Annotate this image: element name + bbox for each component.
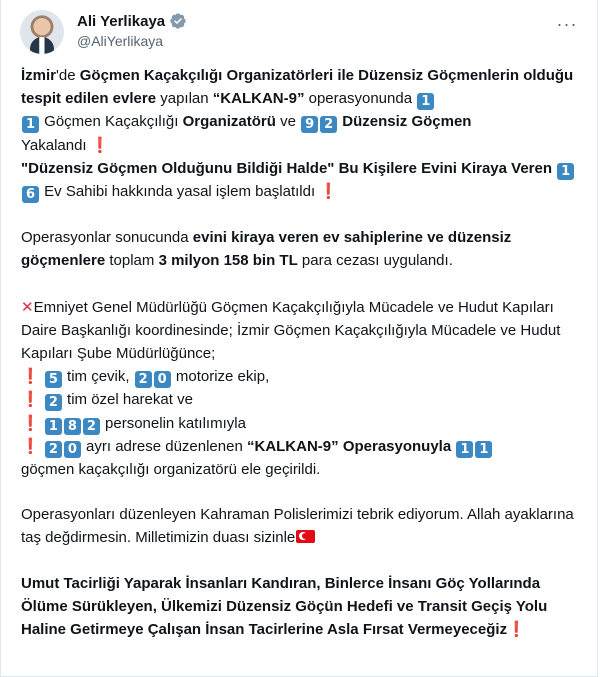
- keycap-digit-icon: 1: [456, 441, 473, 458]
- text-span: Operasyonları düzenleyen Kahraman Polislerimizi tebrik ediyorum. Allah ayaklarına taş değdirmesin. Milletimizin duası sizinle: [21, 506, 574, 547]
- fine-amount: 3 milyon 158 bin TL: [158, 252, 298, 270]
- text-span: yapılan: [156, 90, 213, 108]
- text-span: personelin katılımıyla: [100, 414, 246, 432]
- post-paragraph-4: [21, 503, 581, 549]
- bold-text: Düzensiz Göçmen: [338, 113, 472, 131]
- author-name[interactable]: Ali Yerlikaya: [77, 12, 166, 30]
- keycap-digit-icon: 0: [64, 441, 81, 458]
- operation-name: “KALKAN-9” Operasyonuyla: [246, 437, 452, 455]
- text-span: Operasyonlar sonucunda: [21, 229, 193, 247]
- keycap-digit-icon: 2: [45, 394, 62, 411]
- bold-text: Organizatörü: [182, 113, 276, 131]
- text-span: tim çevik,: [62, 368, 134, 386]
- avatar[interactable]: [20, 10, 64, 54]
- bold-text: Umut Tacirliği Yaparak İnsanları Kandıran, Binlerce İnsanı Göç Yollarında Ölüme Sürükleyen, Ülkemizi Düzensiz Göçün Hedefi ve Transit Geçiş Yolu Haline Getirmeye Çalışan İnsan Tacirlerine Asla Fırsat Vermeyeceğiz: [21, 574, 548, 639]
- cross-mark-icon: ✕: [21, 298, 34, 316]
- red-exclamation-icon: ❗: [507, 621, 526, 639]
- keycap-digit-icon: 8: [64, 418, 81, 435]
- text-span: toplam: [105, 252, 159, 270]
- post-text: [21, 64, 581, 641]
- keycap-digit-icon: 2: [45, 441, 62, 458]
- post-paragraph-1: [21, 64, 581, 203]
- text-span: para cezası uygulandı.: [297, 252, 453, 270]
- bold-text: evini kiraya veren ev sahiplerine ve düzensiz göçmenlere: [21, 229, 512, 270]
- keycap-digit-icon: 2: [135, 371, 152, 388]
- text-span: göçmen kaçakçılığı organizatörü ele geçirildi.: [21, 461, 321, 479]
- keycap-digit-icon: 1: [45, 418, 62, 435]
- verified-badge-icon: [169, 12, 187, 30]
- text-span: ayrı adrese düzenlenen: [81, 437, 247, 455]
- text-span: tim özel harekat ve: [62, 391, 193, 409]
- text-span: ve: [275, 113, 301, 131]
- text-span: Göçmen Kaçakçılığı: [40, 113, 183, 131]
- keycap-digit-icon: 6: [22, 186, 39, 203]
- operation-name: “KALKAN-9”: [212, 90, 305, 108]
- post-paragraph-5: [21, 572, 581, 642]
- text-span: Ev Sahibi hakkında yasal işlem başlatıldı: [40, 183, 320, 201]
- red-exclamation-icon: ❗: [21, 437, 40, 455]
- keycap-digit-icon: 0: [154, 371, 171, 388]
- keycap-digit-icon: 5: [45, 371, 62, 388]
- author-row: [77, 10, 187, 32]
- red-exclamation-icon: ❗: [21, 368, 40, 386]
- text-span: operasyonunda: [304, 90, 417, 108]
- text-span: Yakalandı: [21, 136, 91, 154]
- text-span: Emniyet Genel Müdürlüğü Göçmen Kaçakçılığıyla Mücadele ve Hudut Kapıları Daire Başkanlığı koordinesinde; İzmir Göçmen Kaçakçılığıyla Mücadele ve Hudut Kapıları Şube Müdürlüğünce;: [21, 298, 561, 363]
- red-exclamation-icon: ❗: [21, 414, 40, 432]
- more-options-icon[interactable]: ···: [556, 13, 578, 34]
- bold-text: "Düzensiz Göçmen Olduğunu Bildiği Halde" Bu Kişilere Evini Kiraya Veren: [21, 159, 553, 177]
- turkey-flag-icon: [296, 530, 315, 543]
- red-exclamation-icon: ❗: [90, 136, 110, 154]
- keycap-digit-icon: 2: [320, 116, 337, 133]
- keycap-digit-icon: 1: [22, 116, 39, 133]
- post-paragraph-2: [21, 226, 581, 272]
- author-handle[interactable]: @AliYerlikaya: [77, 33, 164, 49]
- hashtag-text: İzmir: [21, 67, 57, 84]
- post-paragraph-3: [21, 296, 581, 482]
- keycap-digit-icon: 2: [83, 418, 100, 435]
- keycap-digit-icon: 1: [557, 163, 574, 180]
- text-span: motorize ekip,: [171, 368, 270, 386]
- bold-text: Göçmen Kaçakçılığı Organizatörleri ile Düzensiz Göçmenlerin olduğu tespit edilen evlere: [21, 67, 574, 108]
- text-span: 'de: [56, 67, 80, 84]
- red-exclamation-icon: ❗: [319, 183, 338, 201]
- keycap-digit-icon: 1: [475, 441, 492, 458]
- red-exclamation-icon: ❗: [21, 391, 40, 409]
- keycap-digit-icon: 1: [417, 93, 434, 110]
- keycap-digit-icon: 9: [301, 116, 318, 133]
